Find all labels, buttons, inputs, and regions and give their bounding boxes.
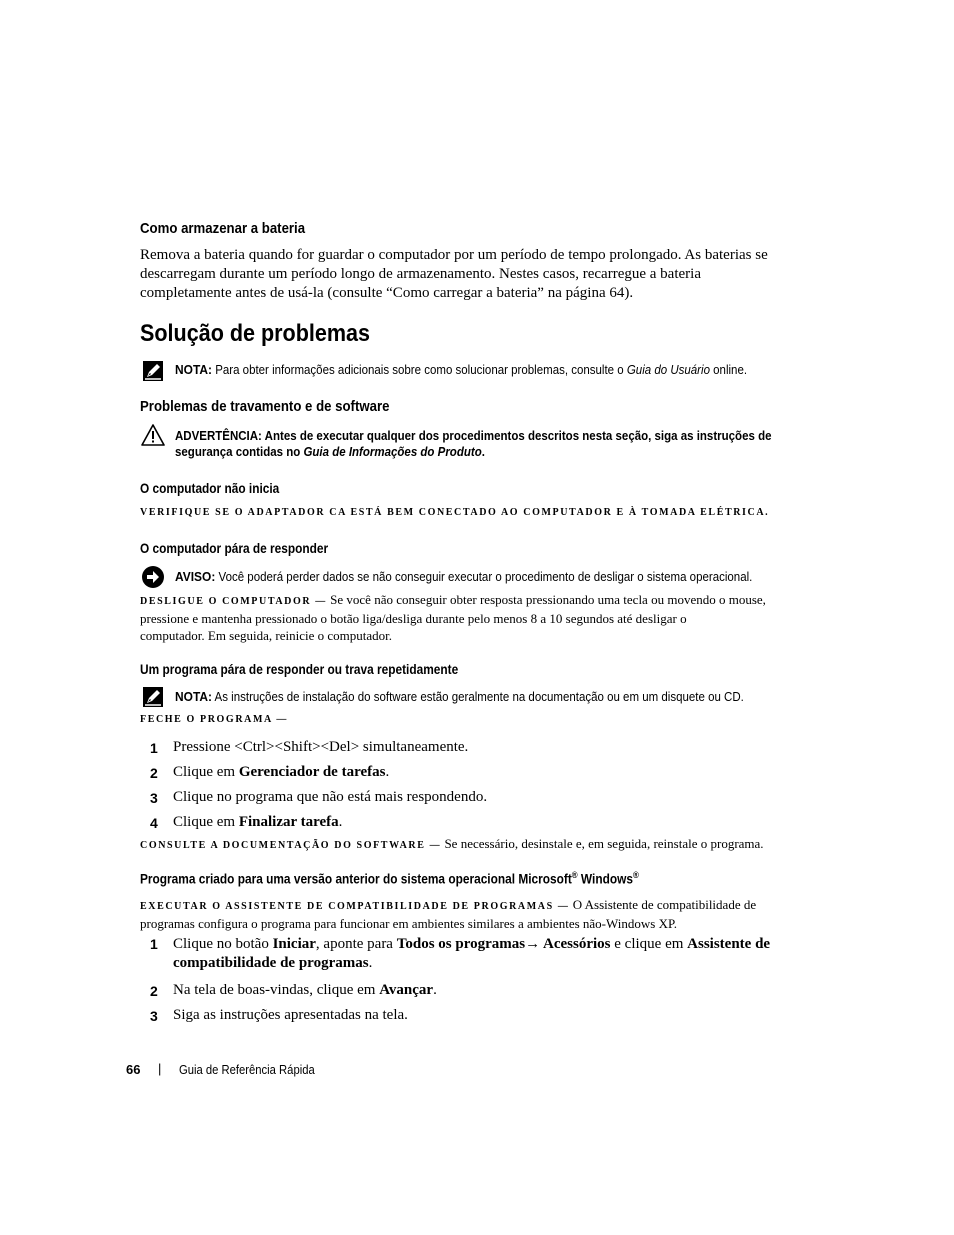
step-number: 1 bbox=[150, 739, 158, 756]
older-heading-windows: Windows bbox=[577, 871, 633, 887]
step-bold-wizard: Assistente de bbox=[687, 936, 771, 952]
step-bold: Gerenciador de tarefas bbox=[238, 764, 386, 780]
subheading-stops-responding: O computador pára de responder bbox=[140, 541, 329, 556]
step-text: e clique em bbox=[610, 936, 688, 952]
page-number: 66 bbox=[126, 1062, 141, 1077]
list-item bbox=[150, 760, 830, 785]
storage-line-3: completamente antes de usá-la (consulte “Como carregar a bateria” na página 64). bbox=[140, 285, 634, 301]
footer-title: Guia de Referência Rápida bbox=[179, 1063, 315, 1077]
subheading-older-program bbox=[140, 870, 639, 887]
step-text: Siga as instruções apresentadas na tela. bbox=[173, 1007, 408, 1023]
warning-line-1: Antes de executar qualquer dos procedimentos descritos nesta seção, siga as instruções de bbox=[264, 429, 772, 443]
steps-list-compat bbox=[150, 935, 830, 1028]
note-software bbox=[175, 689, 744, 704]
action-shutdown-line-1: Se você não conseguir obter resposta pressionando uma tecla ou movendo o mouse, bbox=[326, 592, 766, 607]
note-pencil-icon bbox=[142, 360, 164, 382]
step-bold-start: Iniciar bbox=[272, 936, 316, 952]
notice-body: Você poderá perder dados se não conseguir executar o procedimento de desligar o sistema operacional. bbox=[218, 570, 753, 584]
step-bold-wizard-cont: compatibilidade de programas bbox=[173, 955, 369, 971]
step-number: 3 bbox=[150, 789, 158, 806]
action-compat-wizard bbox=[140, 896, 840, 932]
storage-paragraph bbox=[140, 246, 830, 303]
step-after: . bbox=[385, 764, 390, 780]
step-bold: Finalizar tarefa bbox=[238, 814, 339, 830]
step-bold-all-programs: Todos os programas bbox=[396, 936, 526, 952]
note-italic-link: Guia do Usuário bbox=[626, 363, 710, 377]
warning-line-2: segurança contidas no bbox=[175, 445, 304, 459]
registered-mark: ® bbox=[571, 870, 578, 880]
step-after: . bbox=[368, 955, 373, 971]
step-number: 1 bbox=[150, 936, 158, 952]
note-text: As instruções de instalação do software estão geralmente na documentação ou em um disquete ou CD. bbox=[214, 690, 744, 704]
action-shutdown-line-3: computador. Em seguida, reinicie o computador. bbox=[140, 628, 392, 643]
action-shutdown-line-2: pressione e mantenha pressionado o botão liga/desliga durante pelo menos 8 a 10 segundos até desligar o bbox=[140, 611, 687, 626]
section-heading-freeze: Problemas de travamento e de software bbox=[140, 398, 390, 415]
storage-line-1: Remova a bateria quando for guardar o computador por um período de tempo prolongado. As baterias se bbox=[140, 247, 768, 263]
list-item bbox=[150, 735, 830, 760]
action-consult-text: Se necessário, desinstale e, em seguida, reinstale o programa. bbox=[441, 836, 764, 851]
action-shutdown bbox=[140, 591, 840, 644]
action-consult-docs bbox=[140, 835, 764, 854]
section-heading-storage: Como armazenar a bateria bbox=[140, 220, 306, 237]
page-title: Solução de problemas bbox=[140, 320, 371, 347]
subheading-no-start: O computador não inicia bbox=[140, 481, 280, 496]
action-compat-text-1: O Assistente de compatibilidade de bbox=[569, 897, 757, 912]
warning-italic-link: Guia de Informações do Produto bbox=[303, 445, 482, 459]
older-heading-text: Programa criado para uma versão anterior do sistema operacional Microsoft bbox=[140, 871, 572, 887]
footer-separator: | bbox=[158, 1061, 162, 1076]
action-compat-label: EXECUTAR O ASSISTENTE DE COMPATIBILIDADE DE PROGRAMAS — bbox=[140, 901, 570, 912]
action-compat-text-2: programas configura o programa para funcionar em ambientes similares a ambientes não-Windows XP. bbox=[140, 916, 677, 931]
step-text: Clique em bbox=[173, 814, 239, 830]
action-close-program: FECHE O PROGRAMA — bbox=[140, 714, 288, 725]
list-item bbox=[150, 810, 830, 835]
notice-arrow-icon bbox=[141, 565, 163, 587]
step-bold: Avançar bbox=[379, 982, 434, 998]
list-item bbox=[150, 785, 830, 810]
warning-label: ADVERTÊNCIA: bbox=[175, 429, 262, 443]
note-text-after: online. bbox=[709, 363, 748, 377]
storage-line-2: descarregam durante um período longo de armazenamento. Nestes casos, recarregue a bateria bbox=[140, 266, 701, 282]
step-text: Clique em bbox=[173, 764, 239, 780]
arrow-right-icon: → bbox=[525, 936, 541, 952]
warning-line-2-end: . bbox=[481, 445, 485, 459]
step-after: . bbox=[433, 982, 437, 998]
step-number: 4 bbox=[150, 814, 158, 831]
list-item bbox=[150, 1003, 830, 1028]
steps-list-close bbox=[150, 735, 830, 835]
step-after: . bbox=[338, 814, 343, 830]
notice-label: AVISO: bbox=[175, 569, 216, 584]
registered-mark: ® bbox=[632, 870, 639, 880]
step-number: 2 bbox=[150, 764, 158, 781]
step-bold-accessories: Acessórios bbox=[540, 936, 611, 952]
subheading-program-stops: Um programa pára de responder ou trava repetidamente bbox=[140, 662, 459, 677]
step-text: , aponte para bbox=[315, 936, 397, 952]
note-label: NOTA: bbox=[175, 689, 212, 704]
step-text: Pressione <Ctrl><Shift><Del> simultaneamente. bbox=[173, 739, 469, 755]
action-consult-label: CONSULTE A DOCUMENTAÇÃO DO SOFTWARE — bbox=[140, 840, 442, 851]
step-number: 3 bbox=[150, 1007, 158, 1024]
warning-text bbox=[175, 429, 771, 459]
step-text: Na tela de boas-vindas, clique em bbox=[173, 982, 380, 998]
warning-triangle-icon bbox=[141, 424, 163, 446]
note-general bbox=[175, 362, 747, 377]
action-shutdown-label: DESLIGUE O COMPUTADOR — bbox=[140, 596, 327, 607]
step-text: Clique no programa que não está mais respondendo. bbox=[173, 789, 488, 805]
step-text: Clique no botão bbox=[173, 936, 273, 952]
notice-text bbox=[175, 569, 752, 584]
list-item bbox=[150, 978, 830, 1003]
note-label: NOTA: bbox=[175, 362, 212, 377]
note-text: Para obter informações adicionais sobre como solucionar problemas, consulte o bbox=[215, 363, 627, 377]
list-item bbox=[150, 935, 830, 973]
action-check-adapter: VERIFIQUE SE O ADAPTADOR CA ESTÁ BEM CONECTADO AO COMPUTADOR E À TOMADA ELÉTRICA. bbox=[140, 507, 770, 518]
step-number: 2 bbox=[150, 982, 158, 999]
note-pencil-icon bbox=[142, 686, 164, 708]
